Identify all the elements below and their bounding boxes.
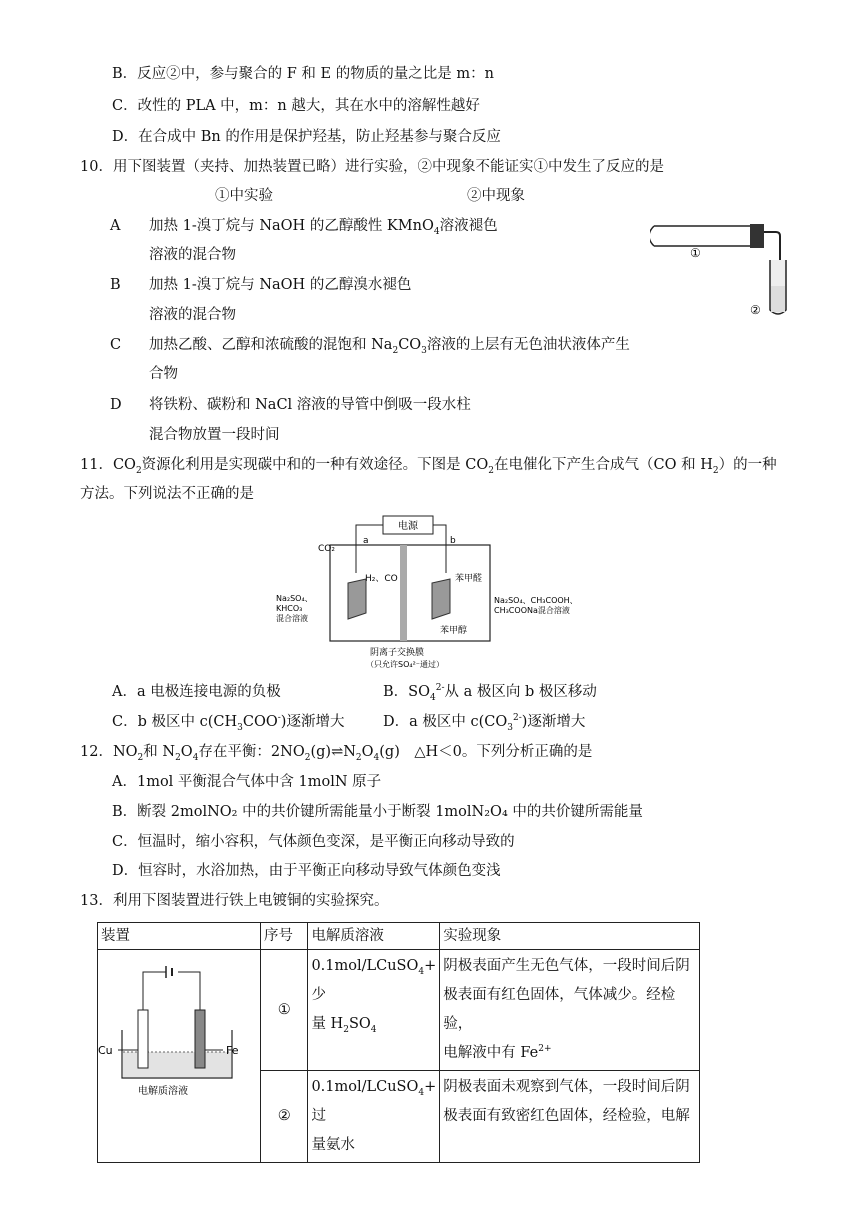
benzaldehyde-label: 苯甲醛 bbox=[455, 574, 483, 584]
q10-col-header-2: ②中现象 bbox=[467, 188, 525, 204]
q12-option-c: C．恒温时，缩小容积，气体颜色变深，是平衡正向移动导致的 bbox=[112, 834, 515, 850]
option-experiment-line2: 合物 bbox=[149, 366, 178, 382]
q9-option-c: C．改性的 PLA 中，m：n 越大，其在水中的溶解性越好 bbox=[112, 98, 480, 114]
q13-stem: 13．利用下图装置进行铁上电镀铜的实验探究。 bbox=[80, 893, 389, 909]
row-electrolyte: 0.1mol/LCuSO$_4$+ 少 量 $H_2SO_4$ bbox=[308, 950, 440, 1071]
electrode-b-label: b bbox=[450, 536, 456, 546]
q11-stem-line2: 方法。下列说法不正确的是 bbox=[80, 486, 254, 502]
header-number: 序号 bbox=[260, 923, 307, 950]
option-experiment-line1: 加热 1-溴丁烷与 NaOH 的乙醇溴水褪色 bbox=[149, 277, 412, 293]
option-experiment-line1: 将铁粉、碳粉和 NaCl 溶液的导管中倒吸一段水柱 bbox=[149, 397, 471, 413]
svg-text:CH₃COONa混合溶液: CH₃COONa混合溶液 bbox=[494, 606, 570, 615]
flask-label-1: ① bbox=[690, 246, 701, 260]
apparatus-cell bbox=[98, 950, 261, 1163]
electroplating-apparatus-figure bbox=[98, 950, 258, 1100]
electrode-a-label: a bbox=[363, 536, 369, 546]
header-electrolyte: 电解质溶液 bbox=[308, 923, 440, 950]
benzyl-alcohol-label: 苯甲醇 bbox=[440, 626, 468, 636]
q11-option-c: C．b 极区中 $c(CH_3COO^-)$逐渐增大 bbox=[112, 713, 345, 733]
row-number: ② bbox=[260, 1071, 307, 1163]
option-letter: C bbox=[110, 337, 122, 353]
tube-label-2: ② bbox=[750, 303, 761, 317]
q12-option-d: D．恒容时，水浴加热，由于平衡正向移动导致气体颜色变浅 bbox=[112, 863, 501, 879]
q12-option-b: B．断裂 2molNO₂ 中的共价键所需能量小于断裂 1molN₂O₄ 中的共价键所需能量 bbox=[112, 804, 643, 820]
header-phenomenon: 实验现象 bbox=[440, 923, 700, 950]
membrane-note: （只允许SO₄²⁻通过） bbox=[366, 660, 445, 669]
row-electrolyte: 0.1mol/LCuSO$_4$+ 过 量氨水 bbox=[308, 1071, 440, 1163]
svg-text:混合溶液: 混合溶液 bbox=[276, 614, 308, 623]
membrane-label: 阴离子交换膜 bbox=[370, 648, 425, 658]
svg-text:KHCO₃: KHCO₃ bbox=[276, 604, 303, 613]
option-experiment-line2: 溶液的混合物 bbox=[149, 247, 236, 263]
h2-co-label: H₂、CO bbox=[365, 574, 398, 584]
q12-stem: 12．$NO_2$和 $N_2O_4$存在平衡：$2NO_2(g)\rightleftharpoons N_2O_4(g)$ △H＜0。下列分析正确的是 bbox=[80, 744, 593, 763]
option-letter: B bbox=[110, 277, 121, 293]
option-letter: D bbox=[110, 397, 122, 413]
q11-option-a: A．a 电极连接电源的负极 bbox=[112, 684, 281, 700]
q9-option-b: B．反应②中，参与聚合的 F 和 E 的物质的量之比是 m：n bbox=[112, 66, 494, 82]
electrolyte-label: 电解质溶液 bbox=[138, 1086, 188, 1097]
option-experiment-line1: 加热 1-溴丁烷与 NaOH 的乙醇酸性 KMnO$_4$溶液褪色 bbox=[149, 218, 498, 237]
q10-apparatus-figure bbox=[650, 210, 810, 322]
row-phenomenon: 阴极表面未观察到气体，一段时间后阴 极表面有致密红色固体，经检验，电解 bbox=[440, 1071, 700, 1163]
option-experiment-line1: 加热乙酸、乙醇和浓硫酸的混饱和 $Na_2CO_3$溶液的上层有无色油状液体产生 bbox=[149, 337, 630, 356]
right-solution-label: Na₂SO₄、CH₃COOH、 bbox=[494, 596, 578, 605]
q11-option-d: D．a 极区中 $c(CO_3^{2-})$逐渐增大 bbox=[383, 713, 586, 733]
row-phenomenon: 阴极表面产生无色气体，一段时间后阴 极表面有红色固体，气体减少。经检验， 电解液中有 $Fe^{2+}$ bbox=[440, 950, 700, 1071]
table-row bbox=[98, 950, 700, 1071]
left-solution-label: Na₂SO₄、 bbox=[276, 594, 313, 603]
q11-option-b: B．$SO_4^{2-}$从 a 极区向 b 极区移动 bbox=[383, 683, 597, 703]
option-experiment-line2: 溶液的混合物 bbox=[149, 307, 236, 323]
q13-experiment-table bbox=[97, 922, 700, 1163]
table-header-row bbox=[98, 923, 700, 950]
cu-electrode-label: Cu bbox=[98, 1044, 113, 1057]
co2-label: CO₂ bbox=[318, 544, 335, 554]
q11-stem-line1: 11．$CO_2$资源化利用是实现碳中和的一种有效途径。下图是 $CO_2$在电催化下产生合成气（CO 和 $H_2$）的一种 bbox=[80, 457, 777, 476]
option-experiment-line2: 混合物放置一段时间 bbox=[149, 427, 280, 443]
q10-stem: 10．用下图装置（夹持、加热装置已略）进行实验，②中现象不能证实①中发生了反应的是 bbox=[80, 159, 664, 175]
q9-option-d: D．在合成中 Bn 的作用是保护羟基，防止羟基参与聚合反应 bbox=[112, 129, 501, 145]
q11-electrolysis-figure bbox=[270, 513, 600, 673]
header-apparatus: 装置 bbox=[98, 923, 261, 950]
power-label: 电源 bbox=[398, 521, 418, 532]
option-letter: A bbox=[110, 218, 121, 234]
q10-col-header-1: ①中实验 bbox=[215, 188, 273, 204]
q12-option-a: A．1mol 平衡混合气体中含 1molN 原子 bbox=[112, 774, 382, 790]
fe-electrode-label: Fe bbox=[226, 1044, 239, 1057]
row-number: ① bbox=[260, 950, 307, 1071]
